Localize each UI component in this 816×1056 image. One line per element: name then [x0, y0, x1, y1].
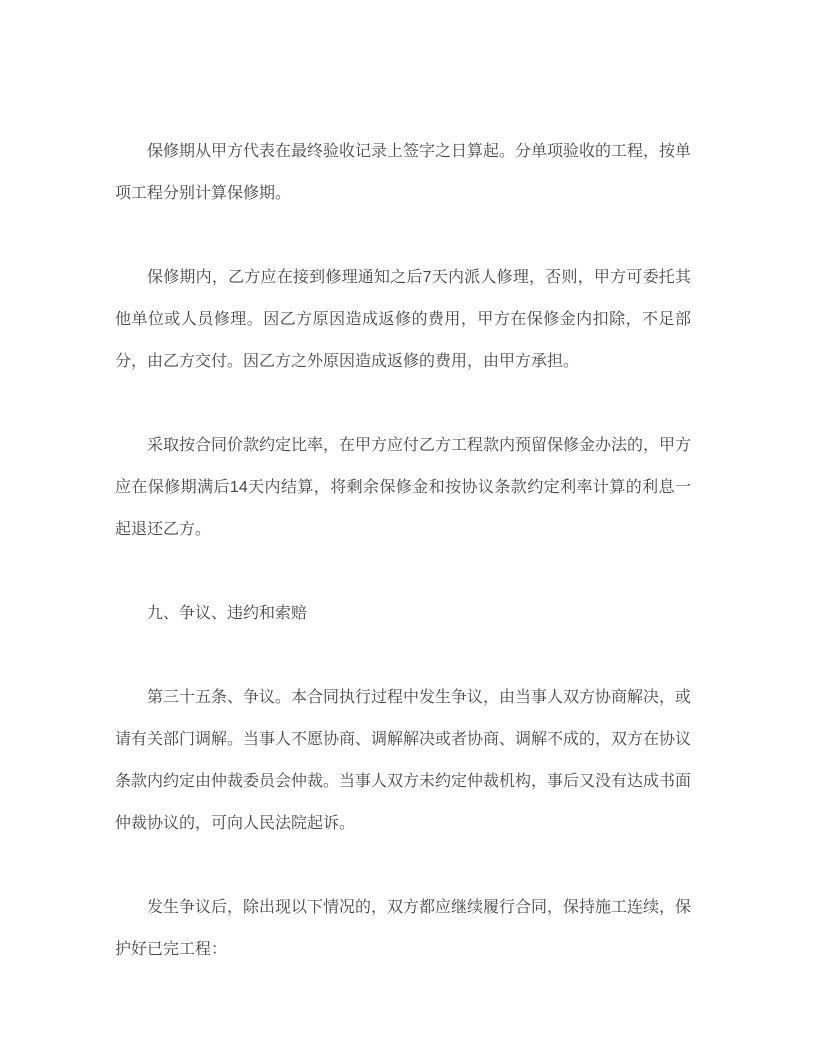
- para-warranty-period-start: 保修期从甲方代表在最终验收记录上签字之日算起。分单项验收的工程，按单项工程分别计算保修期。: [115, 143, 692, 202]
- para-warranty-retention-settlement: 采取按合同价款约定比率，在甲方应付乙方工程款内预留保修金办法的，甲方应在保修期满后14天内结算，将剩余保修金和按协议条款约定利率计算的利息一起退还乙方。: [115, 437, 692, 538]
- para-article-35-disputes: 第三十五条、争议。本合同执行过程中发生争议，由当事人双方协商解决，或请有关部门调解。当事人不愿协商、调解解决或者协商、调解不成的，双方在协议条款内约定由仲裁委员会仲裁。当事人双方未约定仲裁机构，事后又没有达成书面仲裁协议的，可向人民法院起诉。: [115, 689, 692, 832]
- para-continue-performance-after-dispute: 发生争议后，除出现以下情况的，双方都应继续履行合同，保持施工连续，保护好已完工程：: [115, 899, 692, 958]
- para-repair-obligation: 保修期内，乙方应在接到修理通知之后7天内派人修理，否则，甲方可委托其他单位或人员修理。因乙方原因造成返修的费用，甲方在保修金内扣除，不足部分，由乙方交付。因乙方之外原因造成返修的费用，由甲方承担。: [115, 269, 691, 370]
- section-heading-disputes-breach-claims: 九、争议、违约和索赔: [147, 605, 308, 622]
- contract-text-body: [115, 131, 691, 971]
